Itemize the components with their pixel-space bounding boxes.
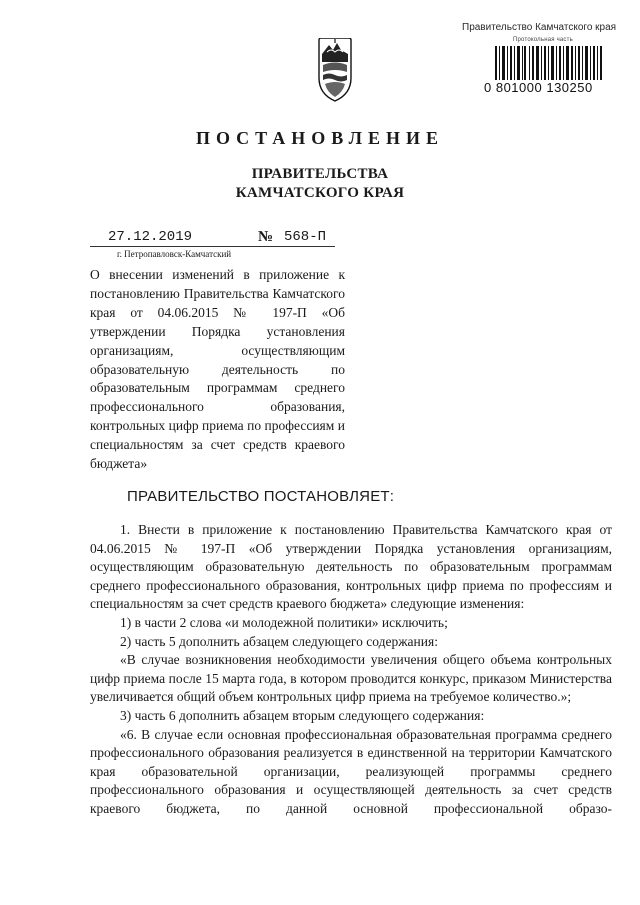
- paragraph-item-1: 1) в части 2 слова «и молодежной политики» исключить;: [120, 614, 448, 630]
- page-title: ПОСТАНОВЛЕНИЕ: [195, 128, 445, 148]
- document-city: г. Петропавловск-Камчатский: [117, 249, 232, 259]
- document-number-label: №: [258, 229, 274, 245]
- decree-heading: ПРАВИТЕЛЬСТВО ПОСТАНОВЛЯЕТ:: [127, 488, 395, 505]
- issuer-line-1: ПРАВИТЕЛЬСТВА: [251, 166, 389, 182]
- document-date: 27.12.2019: [108, 229, 193, 245]
- paragraph-quote-1: «В случае возникновения необходимости увеличения общего объема контрольных цифр приема после 15 марта года, в котором проводится конкурс, приказом Министерства увеличивается общий объем контрольных цифр приема на требуемое количество.»;: [90, 652, 612, 705]
- stamp-section: Протокольная часть: [513, 37, 573, 43]
- document-subject: О внесении изменений в приложение к постановлению Правительства Камчатского края от 04.06.2015 № 197-П «Об утверждении Порядка установления организациям, осуществляющим образовательную деятельность по образовательным программам среднего профессионального образования, контрольных цифр приема по профессиям и специальностям за счет средств краевого бюджета»: [90, 267, 345, 472]
- barcode-number: 0 801000 130250: [484, 80, 593, 95]
- paragraph-item-3: 3) часть 6 дополнить абзацем вторым следующего содержания:: [120, 707, 485, 723]
- stamp-organization: Правительство Камчатского края: [462, 22, 617, 33]
- date-number-underline: [90, 246, 335, 247]
- paragraph-item-2: 2) часть 5 дополнить абзацем следующего содержания:: [120, 633, 438, 649]
- paragraph-1: 1. Внести в приложение к постановлению Правительства Камчатского края от 04.06.2015 № 197-П «Об утверждении Порядка установления организациям, осуществляющим образовательную деятельность по образовательным программам среднего профессионального образования, контрольных цифр приема по профессиям и специальностям за счет средств краевого бюджета» следующие изменения:: [90, 522, 612, 612]
- document-number: 568-П: [284, 229, 327, 245]
- issuer-line-2: КАМЧАТСКОГО КРАЯ: [235, 185, 405, 201]
- issuer: [0, 165, 640, 203]
- paragraph-quote-2: «6. В случае если основная профессиональная образовательная программа среднего профессионального образования реализуется в единственной на территории Камчатского края образовательной организации, реализующей программы среднего профессионального образования и осуществляющей деятельность за счет средств краевого бюджета, по данной основной профессиональной образо-: [90, 726, 612, 816]
- coat-of-arms-icon: [313, 38, 357, 102]
- document-body: [90, 521, 612, 819]
